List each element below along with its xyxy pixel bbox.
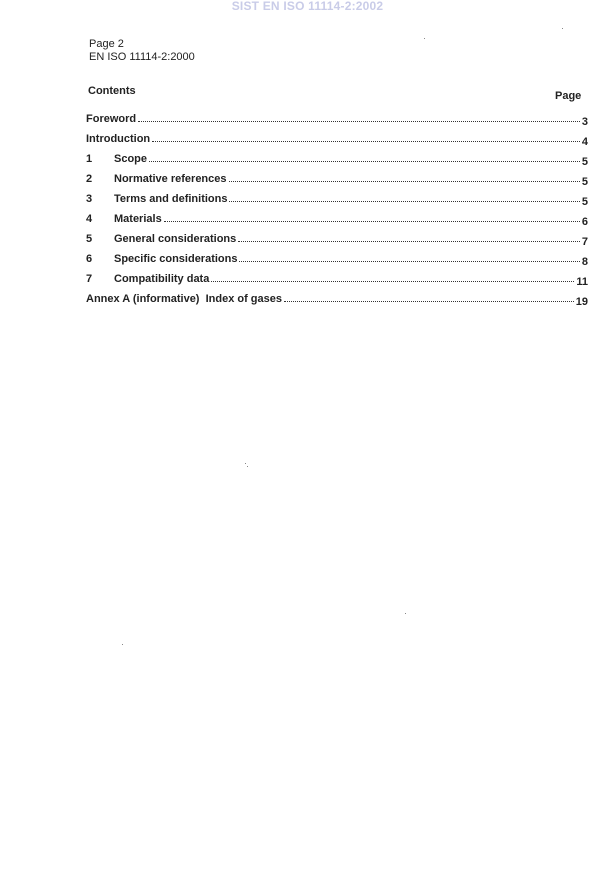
toc-entry-normative-references[interactable]	[86, 165, 588, 188]
toc-entry-terms-and-definitions[interactable]	[86, 185, 588, 208]
scan-speck	[247, 466, 248, 467]
toc-entry-title: Compatibility data	[114, 273, 210, 285]
toc-entry-page: 19	[575, 296, 588, 308]
toc-entry-number: 5	[86, 233, 93, 245]
toc-entry-title: Scope	[114, 153, 148, 165]
page-number: Page 2	[89, 38, 124, 50]
dot-leader	[152, 141, 580, 142]
toc-entry-number: 2	[86, 173, 93, 185]
toc-entry-page: 5	[581, 156, 588, 168]
toc-entry-title: Normative references	[114, 173, 227, 185]
toc-entry-page: 4	[581, 136, 588, 148]
toc-entry-number: 1	[86, 153, 93, 165]
dot-leader	[284, 301, 574, 302]
dot-leader	[229, 201, 579, 202]
contents-heading: Contents	[88, 85, 136, 97]
toc-entry-page: 5	[581, 196, 588, 208]
toc-entry-title: Specific considerations	[114, 253, 238, 265]
toc-entry-number: 6	[86, 253, 93, 265]
table-of-contents	[86, 105, 588, 308]
dot-leader	[239, 261, 579, 262]
toc-entry-page: 8	[581, 256, 588, 268]
toc-entry-number: 7	[86, 273, 93, 285]
toc-entry-title: Introduction	[86, 133, 151, 145]
watermark: SIST EN ISO 11114-2:2002	[231, 0, 384, 13]
toc-entry-number: 4	[86, 213, 93, 225]
dot-leader	[211, 281, 574, 282]
dot-leader	[149, 161, 580, 162]
toc-entry-title: Materials	[114, 213, 162, 225]
toc-entry-page: 3	[581, 116, 588, 128]
page-header	[89, 38, 195, 64]
toc-entry-number: 3	[86, 193, 93, 205]
toc-entry-general-considerations[interactable]	[86, 225, 588, 248]
dot-leader	[164, 221, 580, 222]
toc-entry-title: Foreword	[86, 113, 137, 125]
scan-speck	[562, 28, 563, 29]
toc-entry-title: General considerations	[114, 233, 237, 245]
toc-entry-specific-considerations[interactable]	[86, 245, 588, 268]
dot-leader	[238, 241, 580, 242]
toc-entry-page: 11	[576, 276, 588, 288]
dot-leader	[229, 181, 580, 182]
toc-entry-foreword[interactable]	[86, 105, 588, 128]
dot-leader	[138, 121, 580, 122]
toc-entry-compatibility-data[interactable]	[86, 265, 588, 288]
standard-id: EN ISO 11114-2:2000	[89, 51, 195, 63]
toc-entry-annex-a[interactable]	[86, 285, 588, 308]
toc-entry-page: 6	[581, 216, 588, 228]
toc-entry-title: Annex A (informative) Index of gases	[86, 293, 283, 305]
toc-entry-title: Terms and definitions	[114, 193, 228, 205]
toc-entry-introduction[interactable]	[86, 125, 588, 148]
toc-entry-page: 7	[581, 236, 588, 248]
page-column-label: Page	[555, 90, 582, 102]
toc-entry-page: 5	[581, 176, 588, 188]
toc-entry-scope[interactable]	[86, 145, 588, 168]
scan-speck	[424, 38, 425, 39]
scan-speck	[405, 613, 406, 614]
scan-speck	[122, 644, 123, 645]
toc-entry-materials[interactable]	[86, 205, 588, 228]
scan-speck	[245, 463, 246, 464]
